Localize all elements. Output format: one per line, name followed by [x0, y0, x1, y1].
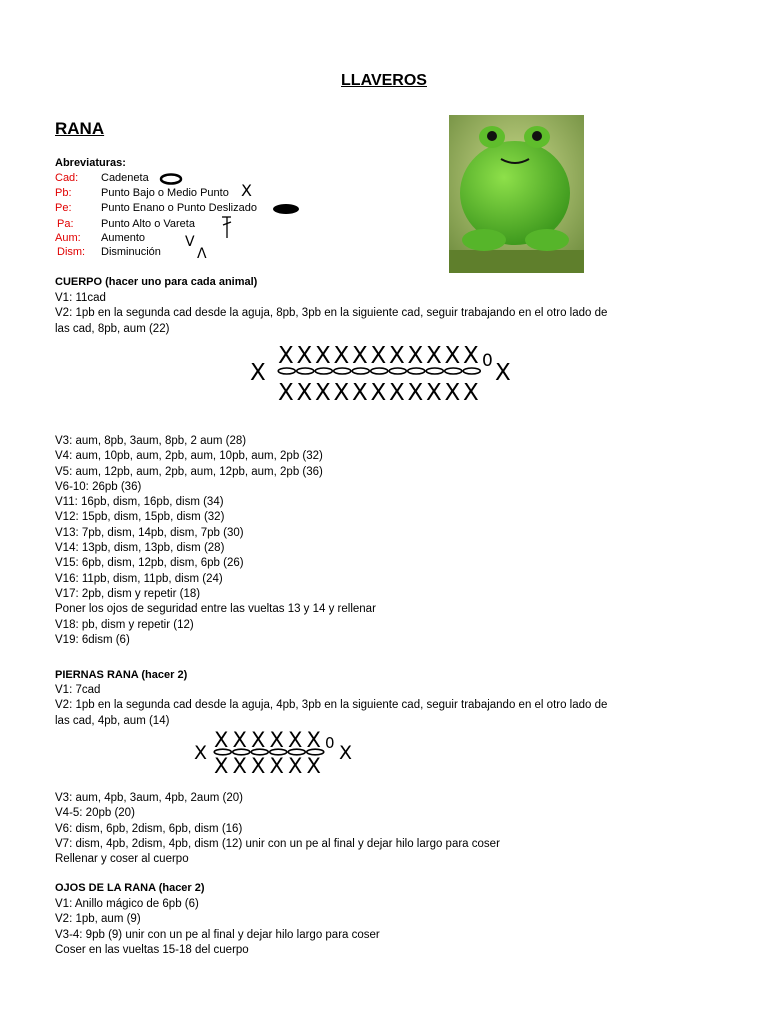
instruction-line: V16: 11pb, dism, 11pb, dism (24) — [55, 572, 223, 585]
instruction-line: Poner los ojos de seguridad entre las vueltas 13 y 14 y rellenar — [55, 603, 376, 616]
instruction-line: V1: 7cad — [55, 684, 101, 696]
single-crochet-mark: X — [251, 754, 266, 775]
single-crochet-mark: X — [306, 754, 321, 775]
single-crochet-mark: X — [250, 360, 266, 386]
single-crochet-mark: X — [370, 380, 387, 402]
frog-amigurumi-photo — [449, 115, 584, 273]
single-crochet-mark: X — [232, 754, 247, 775]
piernas-instructions-b — [55, 791, 500, 867]
instruction-line: V17: 2pb, dism y repetir (18) — [55, 587, 201, 600]
section-heading-cuerpo: CUERPO (hacer uno para cada animal) — [55, 276, 258, 288]
instruction-line: Coser en las vueltas 15-18 del cuerpo — [55, 943, 249, 956]
abbr-code: Dism: — [57, 246, 86, 258]
instruction-line: las cad, 8pb, aum (22) — [55, 322, 170, 335]
instruction-line: V2: 1pb en la segunda cad desde la aguja, 4pb, 3pb en la siguiente cad, seguir trabajando en el otro lado de — [55, 699, 608, 712]
single-crochet-mark: X — [352, 380, 368, 402]
single-crochet-mark: X — [426, 380, 442, 402]
abbr-desc: Cadeneta — [101, 172, 149, 184]
document-title: LLAVEROS — [341, 72, 427, 89]
single-crochet-mark: X — [296, 343, 313, 369]
slip-stitch-mark: 0 — [482, 351, 493, 371]
section-heading-ojos: OJOS DE LA RANA (hacer 2) — [55, 882, 205, 894]
single-crochet-mark: X — [333, 343, 350, 369]
single-crochet-mark: X — [463, 380, 479, 402]
slip-stitch-mark: 0 — [325, 734, 335, 752]
single-crochet-mark: X — [288, 728, 303, 752]
section-title-rana: RANA — [55, 119, 105, 138]
abbr-code: Cad: — [55, 172, 79, 184]
abbr-desc: Punto Bajo o Medio Punto — [101, 187, 229, 199]
single-crochet-mark: X — [306, 728, 321, 752]
instruction-line: V4-5: 20pb (20) — [55, 807, 135, 820]
single-crochet-mark: X — [407, 343, 424, 369]
single-crochet-mark: X — [269, 728, 284, 752]
single-crochet-mark: X — [296, 380, 313, 402]
ojos-instructions — [55, 897, 380, 958]
instruction-line: V15: 6pb, dism, 12pb, dism, 6pb (26) — [55, 557, 244, 570]
single-crochet-mark: X — [251, 728, 266, 752]
instruction-line: V12: 15pb, dism, 15pb, dism (32) — [55, 511, 225, 524]
abbr-desc: Aumento — [101, 232, 146, 244]
instruction-line: V19: 6dism (6) — [55, 633, 130, 646]
single-crochet-mark: X — [426, 343, 442, 369]
single-crochet-mark: X — [232, 728, 247, 752]
abbr-code: Aum: — [55, 232, 81, 244]
instruction-line: V14: 13pb, dism, 13pb, dism (28) — [55, 542, 225, 555]
instruction-line: las cad, 4pb, aum (14) — [55, 714, 170, 727]
single-crochet-mark: X — [214, 728, 229, 752]
instruction-line: V5: aum, 12pb, aum, 2pb, aum, 12pb, aum, 2pb (36) — [55, 465, 323, 478]
single-crochet-mark: X — [370, 343, 387, 369]
single-crochet-mark: X — [463, 343, 479, 369]
single-crochet-mark: X — [352, 343, 368, 369]
single-crochet-mark: X — [214, 754, 229, 775]
instruction-line: V6: dism, 6pb, 2dism, 6pb, dism (16) — [55, 822, 243, 835]
instruction-line: V18: pb, dism y repetir (12) — [55, 618, 194, 631]
single-crochet-mark: X — [444, 343, 461, 369]
single-crochet-mark: X — [315, 380, 331, 402]
abbr-code: Pa: — [57, 218, 74, 230]
single-crochet-mark: X — [444, 380, 461, 402]
abbr-row-pa — [57, 218, 357, 232]
decrease-icon: Λ — [197, 246, 207, 262]
abbr-desc: Punto Enano o Punto Deslizado — [101, 202, 257, 214]
instruction-line: V6-10: 26pb (36) — [55, 480, 142, 493]
single-crochet-mark: X — [194, 742, 208, 764]
single-crochet-mark: X — [389, 343, 405, 369]
abbr-row-pb — [55, 187, 355, 201]
instruction-line: V2: 1pb, aum (9) — [55, 913, 141, 926]
single-crochet-mark: X — [315, 343, 331, 369]
single-crochet-mark: X — [288, 754, 303, 775]
instruction-line: V3: aum, 8pb, 3aum, 8pb, 2 aum (28) — [55, 435, 247, 447]
single-crochet-mark: X — [278, 380, 294, 402]
instruction-line: V13: 7pb, dism, 14pb, dism, 7pb (30) — [55, 526, 244, 539]
instruction-line: V3: aum, 4pb, 3aum, 4pb, 2aum (20) — [55, 792, 243, 804]
piernas-instructions-a — [55, 683, 607, 729]
instruction-line: V1: Anillo mágico de 6pb (6) — [55, 898, 199, 910]
instruction-line: V7: dism, 4pb, 2dism, 4pb, dism (12) unir con un pe al final y dejar hilo largo para coser — [55, 837, 500, 850]
single-crochet-icon: X — [241, 181, 252, 200]
single-crochet-mark: X — [278, 343, 294, 369]
cuerpo-instructions-a — [55, 291, 607, 337]
abbr-row-dism — [57, 246, 357, 260]
instruction-line: V3-4: 9pb (9) unir con un pe al final y dejar hilo largo para coser — [55, 928, 380, 941]
increase-icon: V — [185, 234, 195, 250]
section-heading-piernas: PIERNAS RANA (hacer 2) — [55, 669, 188, 681]
abbreviations-heading: Abreviaturas: — [55, 157, 126, 169]
abbr-row-cad — [55, 172, 355, 186]
single-crochet-mark: X — [339, 742, 353, 764]
instruction-line: V1: 11cad — [55, 292, 106, 304]
single-crochet-mark: X — [407, 380, 424, 402]
abbr-code: Pe: — [55, 202, 72, 214]
single-crochet-mark: X — [495, 360, 511, 386]
instruction-line: V4: aum, 10pb, aum, 2pb, aum, 10pb, aum, 2pb (32) — [55, 450, 323, 463]
body-stitch-diagram — [250, 340, 520, 402]
chain-stitch-icon — [158, 172, 184, 186]
instruction-line: V2: 1pb en la segunda cad desde la aguja, 8pb, 3pb en la siguiente cad, seguir trabajando en el otro lado de — [55, 307, 608, 320]
abbr-desc: Punto Alto o Vareta — [101, 218, 195, 230]
abbr-row-pe — [55, 202, 355, 216]
legs-stitch-diagram — [194, 727, 359, 775]
abbr-desc: Disminución — [101, 246, 161, 258]
abbr-row-aum — [55, 232, 355, 246]
instruction-line: Rellenar y coser al cuerpo — [55, 853, 189, 866]
double-crochet-icon — [219, 215, 233, 239]
slip-stitch-icon — [272, 202, 300, 216]
abbr-code: Pb: — [55, 187, 72, 199]
instruction-line: V11: 16pb, dism, 16pb, dism (34) — [55, 496, 224, 509]
single-crochet-mark: X — [333, 380, 350, 402]
cuerpo-instructions-b — [55, 434, 376, 648]
single-crochet-mark: X — [269, 754, 284, 775]
single-crochet-mark: X — [389, 380, 405, 402]
